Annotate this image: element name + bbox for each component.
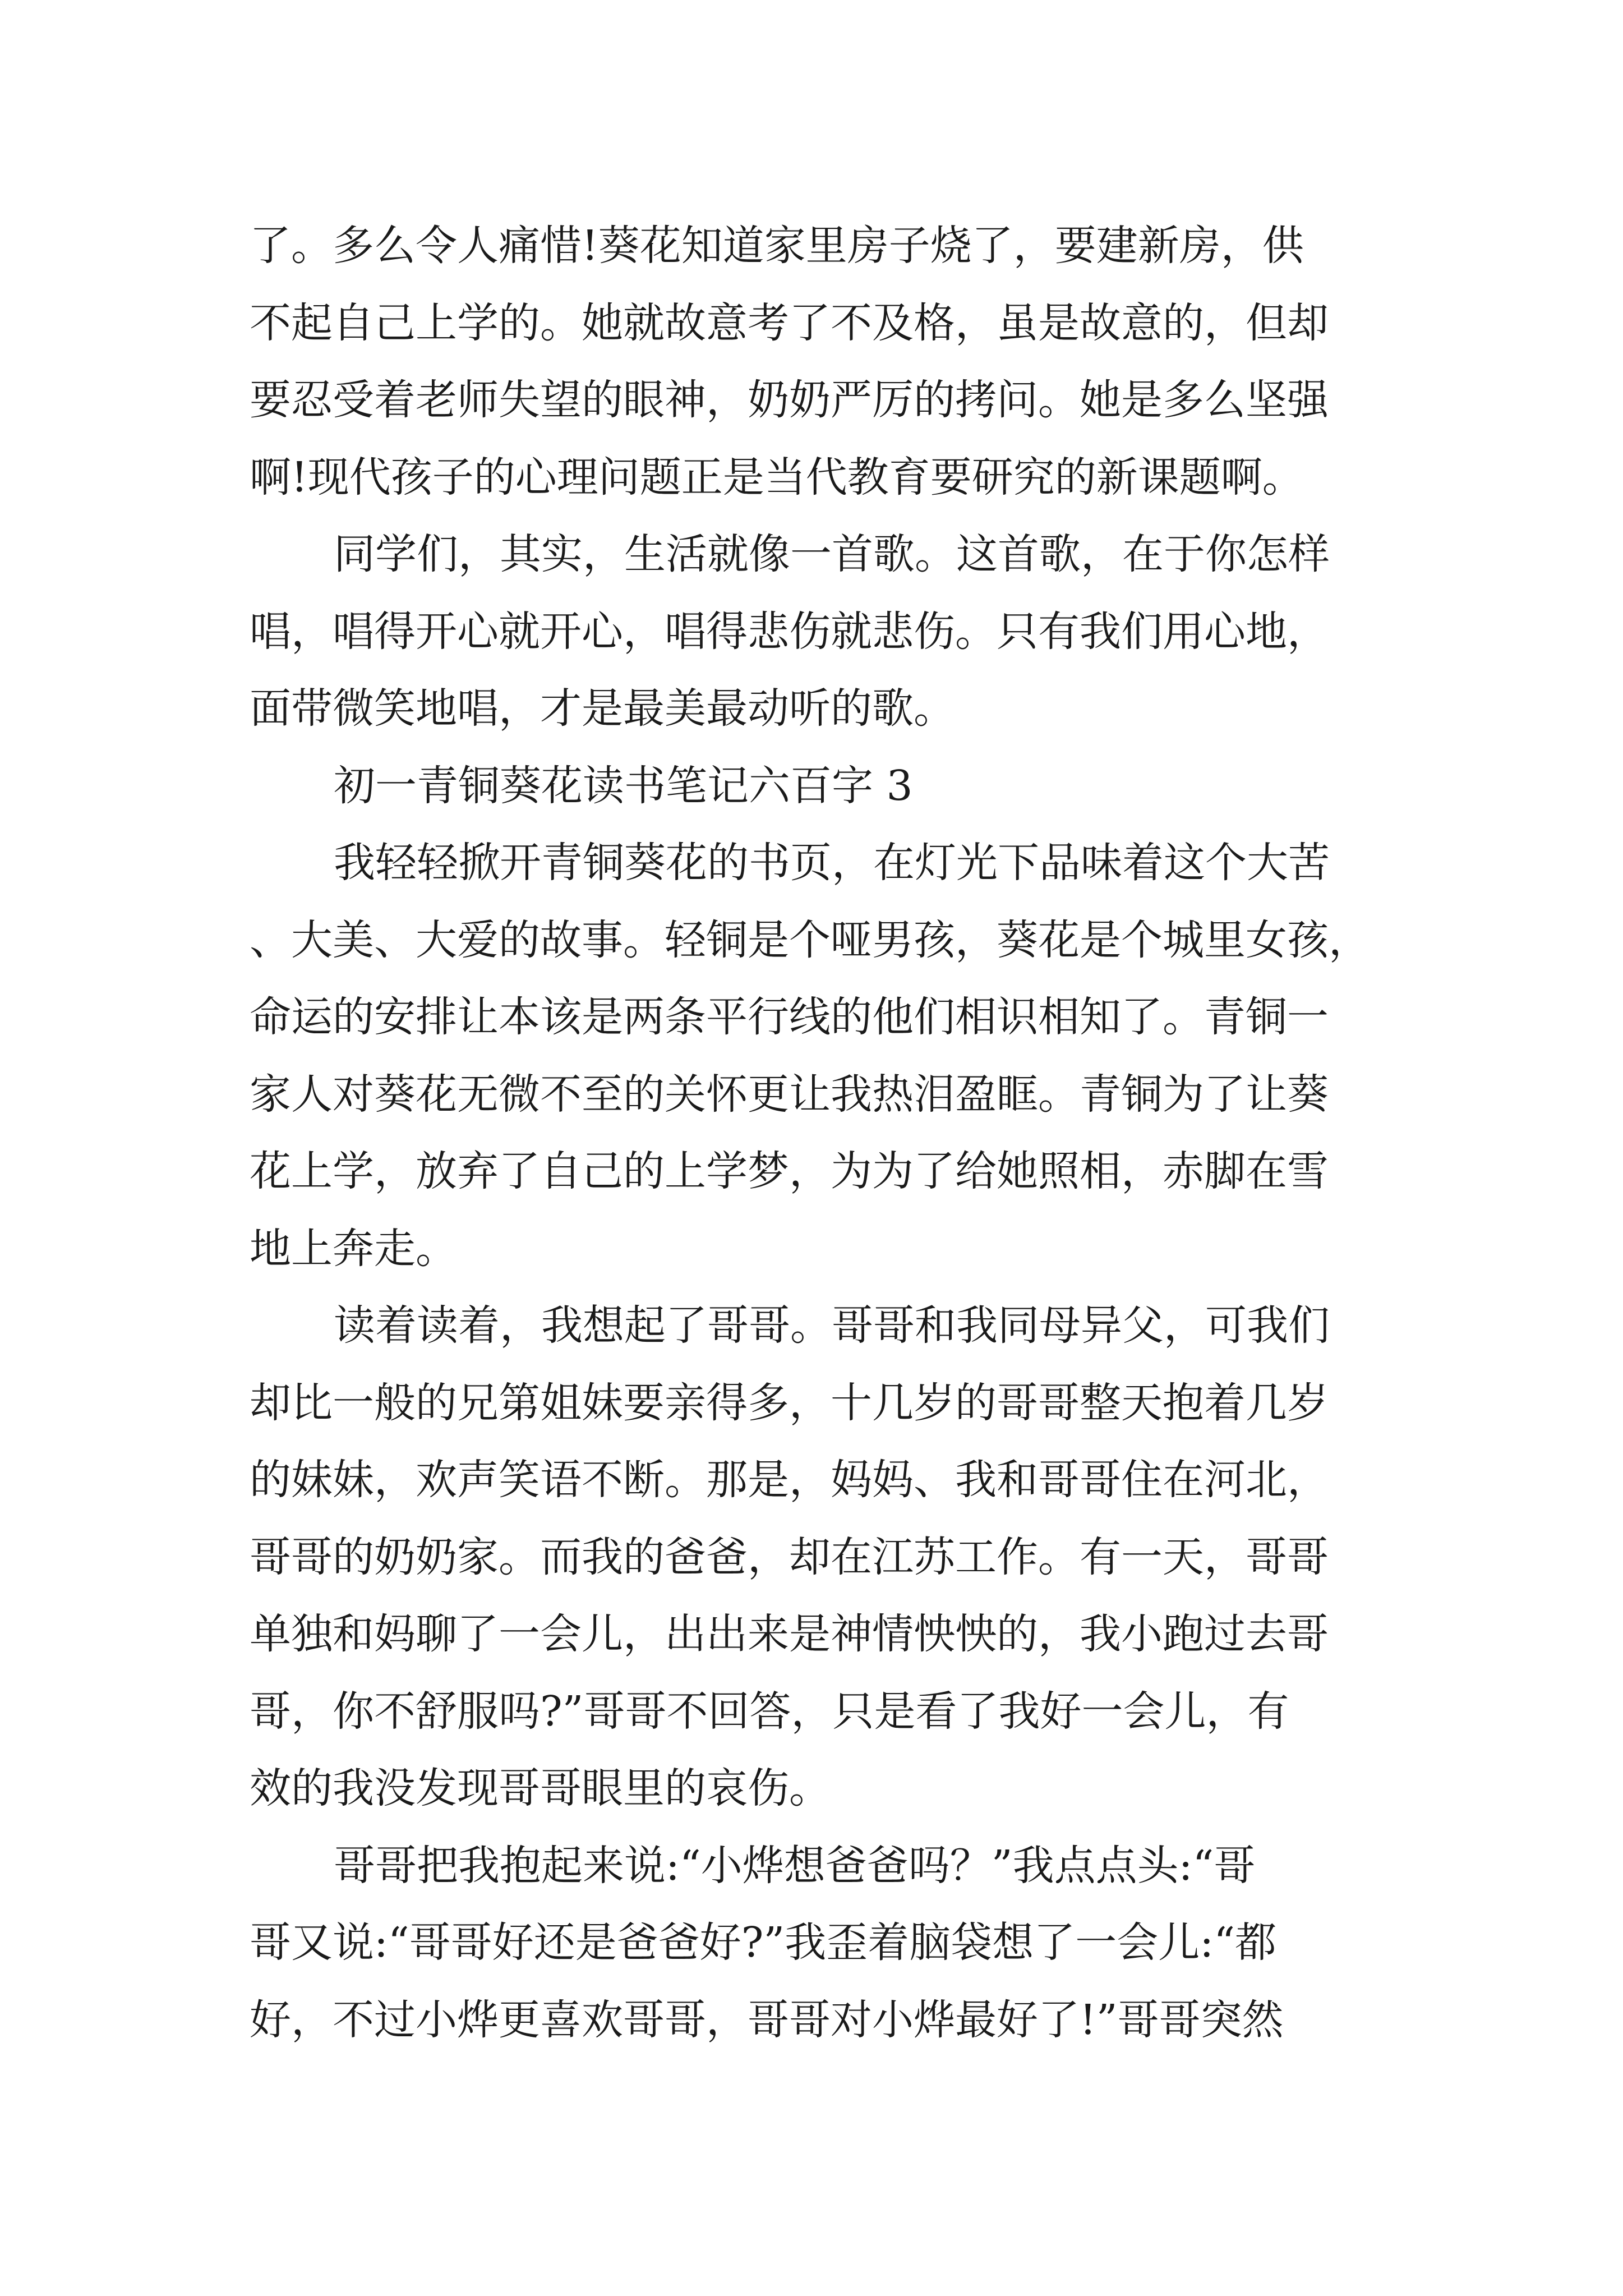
text-line: 了。多么令人痛惜!葵花知道家里房子烧了，要建新房，供: [250, 222, 1304, 270]
text-line: 不起自己上学的。她就故意考了不及格，虽是故意的，但却: [250, 298, 1329, 347]
text-line: 面带微笑地唱，才是最美最动听的歌。: [250, 684, 955, 733]
paragraph-start-line: 我轻轻掀开青铜葵花的书页，在灯光下品味着这个大苦: [334, 839, 1330, 887]
paragraph-start-line: 同学们，其实，生活就像一首歌。这首歌，在于你怎样: [334, 530, 1330, 578]
text-line: 、大美、大爱的故事。轻铜是个哑男孩，葵花是个城里女孩，: [250, 915, 1370, 964]
text-line: 哥又说:“哥哥好还是爸爸好?”我歪着脑袋想了一会儿:“都: [250, 1918, 1277, 1967]
text-line: 啊!现代孩子的心理问题正是当代教育要研究的新课题啊。: [250, 453, 1304, 501]
text-line: 哥哥的奶奶家。而我的爸爸，却在江苏工作。有一天，哥哥: [250, 1533, 1329, 1581]
text-line: 却比一般的兄第姐妹要亲得多，十几岁的哥哥整天抱着几岁: [250, 1378, 1329, 1427]
text-line: 命运的安排让本该是两条平行线的他们相识相知了。青铜一: [250, 993, 1329, 1041]
section-heading: 初一青铜葵花读书笔记六百字 3: [334, 761, 913, 810]
document-body: [250, 208, 1394, 2059]
paragraph-start-line: 读着读着，我想起了哥哥。哥哥和我同母异父，可我们: [334, 1301, 1330, 1350]
text-line: 的妹妹，欢声笑语不断。那是，妈妈、我和哥哥住在河北，: [250, 1456, 1329, 1504]
text-line: 好，不过小烨更喜欢哥哥，哥哥对小烨最好了!”哥哥突然: [250, 1995, 1284, 2044]
text-line: 唱，唱得开心就开心，唱得悲伤就悲伤。只有我们用心地，: [250, 607, 1329, 656]
text-line: 哥，你不舒服吗?”哥哥不回答，只是看了我好一会儿，有: [250, 1687, 1289, 1736]
text-line: 单独和妈聊了一会儿，出出来是神情怏怏的，我小跑过去哥: [250, 1610, 1329, 1658]
paragraph-start-line: 哥哥把我抱起来说:“小烨想爸爸吗？”我点点头:“哥: [334, 1841, 1256, 1890]
text-line: 花上学，放弃了自己的上学梦，为为了给她照相，赤脚在雪: [250, 1147, 1329, 1195]
text-line: 效的我没发现哥哥眼里的哀伤。: [250, 1764, 831, 1812]
text-line: 要忍受着老师失望的眼神，奶奶严厉的拷问。她是多么坚强: [250, 376, 1329, 424]
text-line: 家人对葵花无微不至的关怀更让我热泪盈眶。青铜为了让葵: [250, 1070, 1329, 1119]
text-line: 地上奔走。: [250, 1224, 457, 1273]
